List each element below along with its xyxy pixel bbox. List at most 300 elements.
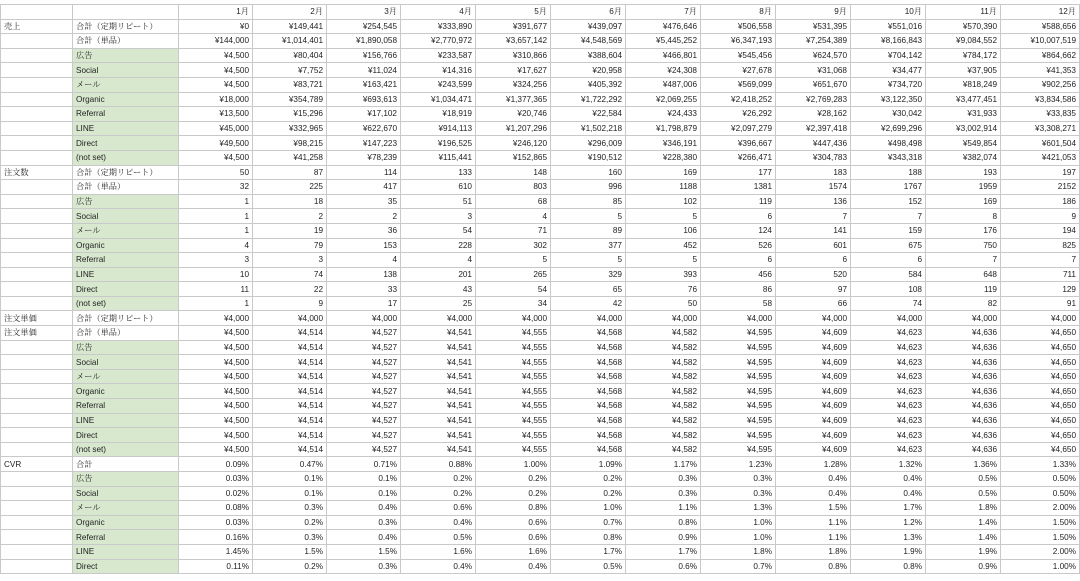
value-cell[interactable]: ¥20,958 bbox=[551, 63, 626, 78]
value-cell[interactable]: 11 bbox=[179, 282, 253, 297]
value-cell[interactable]: ¥4,609 bbox=[776, 399, 851, 414]
value-cell[interactable]: 0.1% bbox=[253, 472, 327, 487]
section-label-cell[interactable] bbox=[1, 486, 73, 501]
value-cell[interactable]: 750 bbox=[926, 238, 1001, 253]
section-label-cell[interactable] bbox=[1, 515, 73, 530]
value-cell[interactable]: ¥4,595 bbox=[701, 442, 776, 457]
value-cell[interactable]: ¥4,568 bbox=[551, 384, 626, 399]
value-cell[interactable]: ¥3,657,142 bbox=[476, 34, 551, 49]
value-cell[interactable]: 1.00% bbox=[1001, 559, 1080, 574]
month-header-cell[interactable]: 3月 bbox=[327, 5, 401, 20]
value-cell[interactable]: 194 bbox=[1001, 223, 1080, 238]
value-cell[interactable]: ¥4,582 bbox=[626, 369, 701, 384]
value-cell[interactable]: ¥115,441 bbox=[401, 150, 476, 165]
section-label-cell[interactable] bbox=[1, 369, 73, 384]
value-cell[interactable]: 201 bbox=[401, 267, 476, 282]
value-cell[interactable]: ¥601,504 bbox=[1001, 136, 1080, 151]
value-cell[interactable]: 0.4% bbox=[401, 515, 476, 530]
section-label-cell[interactable] bbox=[1, 472, 73, 487]
value-cell[interactable]: ¥531,395 bbox=[776, 19, 851, 34]
value-cell[interactable]: 4 bbox=[401, 253, 476, 268]
row-label-cell[interactable]: (not set) bbox=[73, 442, 179, 457]
value-cell[interactable]: 50 bbox=[626, 296, 701, 311]
value-cell[interactable]: 76 bbox=[626, 282, 701, 297]
value-cell[interactable]: 1.28% bbox=[776, 457, 851, 472]
value-cell[interactable]: 106 bbox=[626, 223, 701, 238]
value-cell[interactable]: ¥1,014,401 bbox=[253, 34, 327, 49]
value-cell[interactable]: ¥388,604 bbox=[551, 48, 626, 63]
value-cell[interactable]: 456 bbox=[701, 267, 776, 282]
value-cell[interactable]: ¥4,514 bbox=[253, 369, 327, 384]
value-cell[interactable]: ¥4,568 bbox=[551, 355, 626, 370]
row-label-cell[interactable]: LINE bbox=[73, 121, 179, 136]
value-cell[interactable]: 0.03% bbox=[179, 472, 253, 487]
value-cell[interactable]: 0.8% bbox=[851, 559, 926, 574]
value-cell[interactable]: 6 bbox=[701, 253, 776, 268]
row-label-cell[interactable]: 合計 bbox=[73, 457, 179, 472]
row-label-cell[interactable]: メール bbox=[73, 369, 179, 384]
value-cell[interactable]: ¥2,770,972 bbox=[401, 34, 476, 49]
value-cell[interactable]: ¥304,783 bbox=[776, 150, 851, 165]
value-cell[interactable]: 119 bbox=[926, 282, 1001, 297]
value-cell[interactable]: 34 bbox=[476, 296, 551, 311]
value-cell[interactable]: ¥4,000 bbox=[327, 311, 401, 326]
value-cell[interactable]: ¥551,016 bbox=[851, 19, 926, 34]
value-cell[interactable]: 3 bbox=[401, 209, 476, 224]
value-cell[interactable]: ¥382,074 bbox=[926, 150, 1001, 165]
value-cell[interactable]: 0.5% bbox=[926, 472, 1001, 487]
row-label-cell[interactable]: Organic bbox=[73, 384, 179, 399]
value-cell[interactable]: 0.71% bbox=[327, 457, 401, 472]
value-cell[interactable]: 1.8% bbox=[776, 544, 851, 559]
corner-cell[interactable] bbox=[73, 5, 179, 20]
value-cell[interactable]: ¥818,249 bbox=[926, 77, 1001, 92]
value-cell[interactable]: 393 bbox=[626, 267, 701, 282]
section-label-cell[interactable]: 売上 bbox=[1, 19, 73, 34]
value-cell[interactable]: ¥354,789 bbox=[253, 92, 327, 107]
value-cell[interactable]: ¥27,678 bbox=[701, 63, 776, 78]
row-label-cell[interactable]: メール bbox=[73, 77, 179, 92]
value-cell[interactable]: 1188 bbox=[626, 180, 701, 195]
value-cell[interactable]: ¥4,568 bbox=[551, 369, 626, 384]
value-cell[interactable]: ¥6,347,193 bbox=[701, 34, 776, 49]
value-cell[interactable]: 1574 bbox=[776, 180, 851, 195]
value-cell[interactable]: ¥914,113 bbox=[401, 121, 476, 136]
value-cell[interactable]: 4 bbox=[179, 238, 253, 253]
value-cell[interactable]: 0.6% bbox=[476, 530, 551, 545]
value-cell[interactable]: 0.50% bbox=[1001, 486, 1080, 501]
section-label-cell[interactable] bbox=[1, 136, 73, 151]
section-label-cell[interactable] bbox=[1, 209, 73, 224]
value-cell[interactable]: 1 bbox=[179, 209, 253, 224]
value-cell[interactable]: 54 bbox=[401, 223, 476, 238]
value-cell[interactable]: ¥4,514 bbox=[253, 399, 327, 414]
value-cell[interactable]: ¥9,084,552 bbox=[926, 34, 1001, 49]
value-cell[interactable]: ¥4,541 bbox=[401, 369, 476, 384]
value-cell[interactable]: ¥622,670 bbox=[327, 121, 401, 136]
value-cell[interactable]: 0.8% bbox=[776, 559, 851, 574]
value-cell[interactable]: 97 bbox=[776, 282, 851, 297]
value-cell[interactable]: ¥343,318 bbox=[851, 150, 926, 165]
value-cell[interactable]: ¥4,582 bbox=[626, 340, 701, 355]
value-cell[interactable]: ¥4,000 bbox=[926, 311, 1001, 326]
value-cell[interactable]: ¥28,162 bbox=[776, 107, 851, 122]
value-cell[interactable]: ¥4,000 bbox=[253, 311, 327, 326]
row-label-cell[interactable]: 合計（単品） bbox=[73, 180, 179, 195]
value-cell[interactable]: ¥45,000 bbox=[179, 121, 253, 136]
value-cell[interactable]: ¥14,316 bbox=[401, 63, 476, 78]
value-cell[interactable]: ¥1,034,471 bbox=[401, 92, 476, 107]
value-cell[interactable]: 2.00% bbox=[1001, 501, 1080, 516]
value-cell[interactable]: 85 bbox=[551, 194, 626, 209]
value-cell[interactable]: ¥2,397,418 bbox=[776, 121, 851, 136]
value-cell[interactable]: ¥4,595 bbox=[701, 428, 776, 443]
value-cell[interactable]: ¥4,514 bbox=[253, 428, 327, 443]
value-cell[interactable]: ¥4,527 bbox=[327, 326, 401, 341]
value-cell[interactable]: 0.02% bbox=[179, 486, 253, 501]
value-cell[interactable]: ¥405,392 bbox=[551, 77, 626, 92]
value-cell[interactable]: ¥3,308,271 bbox=[1001, 121, 1080, 136]
month-header-cell[interactable]: 11月 bbox=[926, 5, 1001, 20]
value-cell[interactable]: 0.7% bbox=[701, 559, 776, 574]
section-label-cell[interactable] bbox=[1, 296, 73, 311]
value-cell[interactable]: ¥33,835 bbox=[1001, 107, 1080, 122]
value-cell[interactable]: 0.88% bbox=[401, 457, 476, 472]
value-cell[interactable]: 32 bbox=[179, 180, 253, 195]
value-cell[interactable]: 188 bbox=[851, 165, 926, 180]
value-cell[interactable]: ¥2,418,252 bbox=[701, 92, 776, 107]
value-cell[interactable]: 0.6% bbox=[401, 501, 476, 516]
value-cell[interactable]: ¥498,498 bbox=[851, 136, 926, 151]
value-cell[interactable]: ¥4,595 bbox=[701, 355, 776, 370]
row-label-cell[interactable]: 広告 bbox=[73, 48, 179, 63]
value-cell[interactable]: 7 bbox=[776, 209, 851, 224]
value-cell[interactable]: ¥4,555 bbox=[476, 326, 551, 341]
value-cell[interactable]: ¥4,527 bbox=[327, 428, 401, 443]
value-cell[interactable]: ¥4,000 bbox=[626, 311, 701, 326]
value-cell[interactable]: ¥11,024 bbox=[327, 63, 401, 78]
section-label-cell[interactable] bbox=[1, 559, 73, 574]
value-cell[interactable]: ¥487,006 bbox=[626, 77, 701, 92]
value-cell[interactable]: ¥4,609 bbox=[776, 442, 851, 457]
month-header-cell[interactable]: 8月 bbox=[701, 5, 776, 20]
value-cell[interactable]: ¥396,667 bbox=[701, 136, 776, 151]
value-cell[interactable]: 0.5% bbox=[551, 559, 626, 574]
value-cell[interactable]: ¥4,650 bbox=[1001, 413, 1080, 428]
value-cell[interactable]: ¥4,609 bbox=[776, 428, 851, 443]
value-cell[interactable]: ¥4,555 bbox=[476, 340, 551, 355]
value-cell[interactable]: 7 bbox=[926, 253, 1001, 268]
value-cell[interactable]: ¥26,292 bbox=[701, 107, 776, 122]
value-cell[interactable]: ¥704,142 bbox=[851, 48, 926, 63]
value-cell[interactable]: ¥83,721 bbox=[253, 77, 327, 92]
value-cell[interactable]: 996 bbox=[551, 180, 626, 195]
value-cell[interactable]: ¥4,548,569 bbox=[551, 34, 626, 49]
value-cell[interactable]: 2.00% bbox=[1001, 544, 1080, 559]
row-label-cell[interactable]: Direct bbox=[73, 428, 179, 443]
value-cell[interactable]: 1.7% bbox=[551, 544, 626, 559]
value-cell[interactable]: ¥152,865 bbox=[476, 150, 551, 165]
value-cell[interactable]: 0.1% bbox=[327, 486, 401, 501]
value-cell[interactable]: ¥569,099 bbox=[701, 77, 776, 92]
value-cell[interactable]: 228 bbox=[401, 238, 476, 253]
value-cell[interactable]: 177 bbox=[701, 165, 776, 180]
row-label-cell[interactable]: Social bbox=[73, 63, 179, 78]
value-cell[interactable]: ¥4,636 bbox=[926, 442, 1001, 457]
value-cell[interactable]: ¥549,854 bbox=[926, 136, 1001, 151]
value-cell[interactable]: 89 bbox=[551, 223, 626, 238]
value-cell[interactable]: 82 bbox=[926, 296, 1001, 311]
value-cell[interactable]: 169 bbox=[926, 194, 1001, 209]
value-cell[interactable]: 1.3% bbox=[851, 530, 926, 545]
value-cell[interactable]: 71 bbox=[476, 223, 551, 238]
row-label-cell[interactable]: メール bbox=[73, 501, 179, 516]
value-cell[interactable]: ¥4,568 bbox=[551, 428, 626, 443]
value-cell[interactable]: 193 bbox=[926, 165, 1001, 180]
value-cell[interactable]: 1.50% bbox=[1001, 515, 1080, 530]
row-label-cell[interactable]: 合計（定期リピート） bbox=[73, 311, 179, 326]
value-cell[interactable]: 5 bbox=[626, 209, 701, 224]
value-cell[interactable]: ¥4,623 bbox=[851, 369, 926, 384]
value-cell[interactable]: 1.50% bbox=[1001, 530, 1080, 545]
value-cell[interactable]: ¥4,636 bbox=[926, 326, 1001, 341]
row-label-cell[interactable]: Referral bbox=[73, 253, 179, 268]
value-cell[interactable]: ¥4,541 bbox=[401, 399, 476, 414]
value-cell[interactable]: ¥333,890 bbox=[401, 19, 476, 34]
value-cell[interactable]: 1.4% bbox=[926, 515, 1001, 530]
section-label-cell[interactable] bbox=[1, 238, 73, 253]
value-cell[interactable]: 1.9% bbox=[926, 544, 1001, 559]
row-label-cell[interactable]: Social bbox=[73, 355, 179, 370]
value-cell[interactable]: 1 bbox=[179, 296, 253, 311]
value-cell[interactable]: ¥4,555 bbox=[476, 428, 551, 443]
value-cell[interactable]: ¥545,456 bbox=[701, 48, 776, 63]
value-cell[interactable]: ¥4,500 bbox=[179, 48, 253, 63]
section-label-cell[interactable] bbox=[1, 355, 73, 370]
value-cell[interactable]: ¥1,207,296 bbox=[476, 121, 551, 136]
value-cell[interactable]: ¥4,650 bbox=[1001, 399, 1080, 414]
value-cell[interactable]: ¥4,527 bbox=[327, 442, 401, 457]
value-cell[interactable]: 452 bbox=[626, 238, 701, 253]
value-cell[interactable]: ¥149,441 bbox=[253, 19, 327, 34]
month-header-cell[interactable]: 9月 bbox=[776, 5, 851, 20]
value-cell[interactable]: ¥266,471 bbox=[701, 150, 776, 165]
value-cell[interactable]: ¥4,500 bbox=[179, 326, 253, 341]
section-label-cell[interactable] bbox=[1, 530, 73, 545]
section-label-cell[interactable] bbox=[1, 428, 73, 443]
value-cell[interactable]: ¥4,000 bbox=[1001, 311, 1080, 326]
row-label-cell[interactable]: Organic bbox=[73, 238, 179, 253]
value-cell[interactable]: 1.7% bbox=[626, 544, 701, 559]
value-cell[interactable]: 0.5% bbox=[926, 486, 1001, 501]
value-cell[interactable]: ¥4,527 bbox=[327, 384, 401, 399]
row-label-cell[interactable]: Referral bbox=[73, 107, 179, 122]
value-cell[interactable]: 159 bbox=[851, 223, 926, 238]
value-cell[interactable]: ¥2,069,255 bbox=[626, 92, 701, 107]
row-label-cell[interactable]: メール bbox=[73, 223, 179, 238]
value-cell[interactable]: 1.1% bbox=[626, 501, 701, 516]
row-label-cell[interactable]: 合計（定期リピート） bbox=[73, 165, 179, 180]
value-cell[interactable]: 19 bbox=[253, 223, 327, 238]
value-cell[interactable]: 1.45% bbox=[179, 544, 253, 559]
section-label-cell[interactable] bbox=[1, 413, 73, 428]
value-cell[interactable]: ¥1,722,292 bbox=[551, 92, 626, 107]
value-cell[interactable]: 133 bbox=[401, 165, 476, 180]
value-cell[interactable]: ¥4,500 bbox=[179, 77, 253, 92]
value-cell[interactable]: ¥17,102 bbox=[327, 107, 401, 122]
row-label-cell[interactable]: 広告 bbox=[73, 194, 179, 209]
value-cell[interactable]: 1.9% bbox=[851, 544, 926, 559]
value-cell[interactable]: ¥7,752 bbox=[253, 63, 327, 78]
value-cell[interactable]: ¥4,595 bbox=[701, 369, 776, 384]
value-cell[interactable]: ¥4,609 bbox=[776, 384, 851, 399]
value-cell[interactable]: 18 bbox=[253, 194, 327, 209]
value-cell[interactable]: ¥4,636 bbox=[926, 428, 1001, 443]
value-cell[interactable]: 86 bbox=[701, 282, 776, 297]
value-cell[interactable]: ¥4,500 bbox=[179, 442, 253, 457]
value-cell[interactable]: 136 bbox=[776, 194, 851, 209]
value-cell[interactable]: 9 bbox=[1001, 209, 1080, 224]
value-cell[interactable]: 35 bbox=[327, 194, 401, 209]
value-cell[interactable]: 114 bbox=[327, 165, 401, 180]
row-label-cell[interactable]: 広告 bbox=[73, 472, 179, 487]
value-cell[interactable]: 25 bbox=[401, 296, 476, 311]
value-cell[interactable]: 4 bbox=[327, 253, 401, 268]
value-cell[interactable]: 1.6% bbox=[401, 544, 476, 559]
value-cell[interactable]: ¥10,007,519 bbox=[1001, 34, 1080, 49]
value-cell[interactable]: ¥254,545 bbox=[327, 19, 401, 34]
section-label-cell[interactable] bbox=[1, 150, 73, 165]
value-cell[interactable]: 10 bbox=[179, 267, 253, 282]
value-cell[interactable]: 7 bbox=[1001, 253, 1080, 268]
value-cell[interactable]: 0.1% bbox=[253, 486, 327, 501]
value-cell[interactable]: 17 bbox=[327, 296, 401, 311]
value-cell[interactable]: 0.3% bbox=[701, 486, 776, 501]
value-cell[interactable]: ¥20,746 bbox=[476, 107, 551, 122]
value-cell[interactable]: ¥8,166,843 bbox=[851, 34, 926, 49]
value-cell[interactable]: ¥17,627 bbox=[476, 63, 551, 78]
value-cell[interactable]: ¥4,609 bbox=[776, 413, 851, 428]
value-cell[interactable]: ¥3,002,914 bbox=[926, 121, 1001, 136]
value-cell[interactable]: 65 bbox=[551, 282, 626, 297]
value-cell[interactable]: ¥4,650 bbox=[1001, 340, 1080, 355]
value-cell[interactable]: ¥4,568 bbox=[551, 340, 626, 355]
value-cell[interactable]: ¥4,514 bbox=[253, 355, 327, 370]
value-cell[interactable]: 66 bbox=[776, 296, 851, 311]
value-cell[interactable]: 160 bbox=[551, 165, 626, 180]
value-cell[interactable]: ¥1,798,879 bbox=[626, 121, 701, 136]
value-cell[interactable]: 0.9% bbox=[926, 559, 1001, 574]
value-cell[interactable]: 102 bbox=[626, 194, 701, 209]
value-cell[interactable]: 610 bbox=[401, 180, 476, 195]
value-cell[interactable]: 520 bbox=[776, 267, 851, 282]
section-label-cell[interactable] bbox=[1, 399, 73, 414]
value-cell[interactable]: ¥4,500 bbox=[179, 63, 253, 78]
value-cell[interactable]: 0.6% bbox=[476, 515, 551, 530]
value-cell[interactable]: ¥4,623 bbox=[851, 428, 926, 443]
value-cell[interactable]: ¥864,662 bbox=[1001, 48, 1080, 63]
value-cell[interactable]: 1.33% bbox=[1001, 457, 1080, 472]
value-cell[interactable]: ¥693,613 bbox=[327, 92, 401, 107]
value-cell[interactable]: ¥4,555 bbox=[476, 355, 551, 370]
value-cell[interactable]: 0.5% bbox=[401, 530, 476, 545]
section-label-cell[interactable] bbox=[1, 282, 73, 297]
value-cell[interactable]: 0.3% bbox=[327, 559, 401, 574]
value-cell[interactable]: 3 bbox=[253, 253, 327, 268]
month-header-cell[interactable]: 1月 bbox=[179, 5, 253, 20]
value-cell[interactable]: 7 bbox=[851, 209, 926, 224]
value-cell[interactable]: 152 bbox=[851, 194, 926, 209]
value-cell[interactable]: 183 bbox=[776, 165, 851, 180]
value-cell[interactable]: ¥4,595 bbox=[701, 413, 776, 428]
value-cell[interactable]: ¥4,500 bbox=[179, 150, 253, 165]
value-cell[interactable]: ¥4,000 bbox=[851, 311, 926, 326]
value-cell[interactable]: 803 bbox=[476, 180, 551, 195]
value-cell[interactable]: ¥4,500 bbox=[179, 399, 253, 414]
row-label-cell[interactable]: LINE bbox=[73, 267, 179, 282]
value-cell[interactable]: ¥4,623 bbox=[851, 340, 926, 355]
value-cell[interactable]: 0.4% bbox=[327, 501, 401, 516]
value-cell[interactable]: 186 bbox=[1001, 194, 1080, 209]
value-cell[interactable]: 1.0% bbox=[701, 515, 776, 530]
value-cell[interactable]: ¥4,000 bbox=[776, 311, 851, 326]
value-cell[interactable]: ¥4,636 bbox=[926, 340, 1001, 355]
value-cell[interactable]: 1.0% bbox=[551, 501, 626, 516]
value-cell[interactable]: ¥4,541 bbox=[401, 384, 476, 399]
value-cell[interactable]: ¥476,646 bbox=[626, 19, 701, 34]
value-cell[interactable]: 5 bbox=[551, 253, 626, 268]
value-cell[interactable]: ¥4,514 bbox=[253, 413, 327, 428]
value-cell[interactable]: 0.3% bbox=[626, 486, 701, 501]
value-cell[interactable]: ¥4,000 bbox=[476, 311, 551, 326]
value-cell[interactable]: ¥228,380 bbox=[626, 150, 701, 165]
row-label-cell[interactable]: Direct bbox=[73, 559, 179, 574]
row-label-cell[interactable]: 合計（定期リピート） bbox=[73, 19, 179, 34]
value-cell[interactable]: ¥196,525 bbox=[401, 136, 476, 151]
value-cell[interactable]: ¥4,582 bbox=[626, 442, 701, 457]
section-label-cell[interactable]: 注文単価 bbox=[1, 326, 73, 341]
value-cell[interactable]: ¥4,609 bbox=[776, 340, 851, 355]
value-cell[interactable]: 1.1% bbox=[776, 530, 851, 545]
value-cell[interactable]: 0.4% bbox=[327, 530, 401, 545]
section-label-cell[interactable] bbox=[1, 267, 73, 282]
row-label-cell[interactable]: Social bbox=[73, 209, 179, 224]
value-cell[interactable]: ¥4,582 bbox=[626, 355, 701, 370]
value-cell[interactable]: 1.32% bbox=[851, 457, 926, 472]
value-cell[interactable]: 0.2% bbox=[401, 486, 476, 501]
value-cell[interactable]: ¥4,568 bbox=[551, 413, 626, 428]
value-cell[interactable]: 0.1% bbox=[327, 472, 401, 487]
value-cell[interactable]: ¥22,584 bbox=[551, 107, 626, 122]
value-cell[interactable]: ¥24,433 bbox=[626, 107, 701, 122]
value-cell[interactable]: 0.08% bbox=[179, 501, 253, 516]
value-cell[interactable]: ¥296,009 bbox=[551, 136, 626, 151]
value-cell[interactable]: ¥784,172 bbox=[926, 48, 1001, 63]
value-cell[interactable]: 0.4% bbox=[776, 486, 851, 501]
value-cell[interactable]: ¥4,582 bbox=[626, 399, 701, 414]
value-cell[interactable]: 51 bbox=[401, 194, 476, 209]
value-cell[interactable]: 6 bbox=[701, 209, 776, 224]
value-cell[interactable]: ¥37,905 bbox=[926, 63, 1001, 78]
value-cell[interactable]: 1.3% bbox=[701, 501, 776, 516]
value-cell[interactable]: ¥4,568 bbox=[551, 442, 626, 457]
value-cell[interactable]: 36 bbox=[327, 223, 401, 238]
value-cell[interactable]: ¥2,769,283 bbox=[776, 92, 851, 107]
value-cell[interactable]: 79 bbox=[253, 238, 327, 253]
value-cell[interactable]: 526 bbox=[701, 238, 776, 253]
value-cell[interactable]: ¥4,527 bbox=[327, 369, 401, 384]
value-cell[interactable]: ¥4,541 bbox=[401, 340, 476, 355]
